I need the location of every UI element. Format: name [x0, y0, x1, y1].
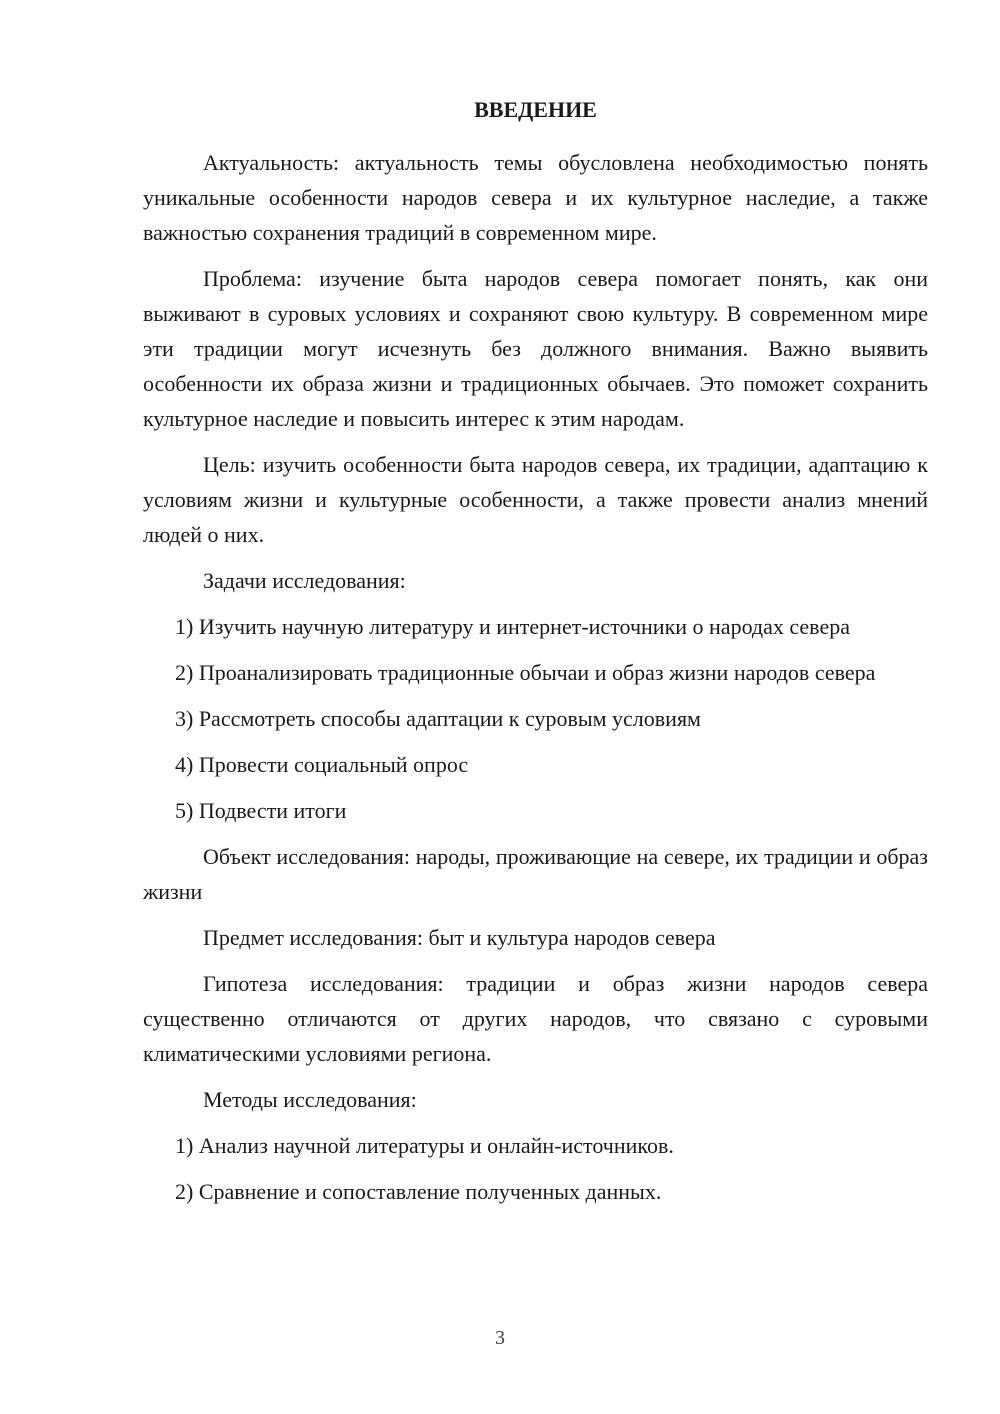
- method-item: 2) Сравнение и сопоставление полученных данных.: [175, 1179, 662, 1204]
- page-number: 3: [495, 1327, 505, 1349]
- subject-paragraph: Предмет исследования: быт и культура народов севера: [203, 925, 716, 950]
- task-item: 3) Рассмотреть способы адаптации к суровым условиям: [175, 706, 701, 731]
- hypothesis-paragraph: Гипотеза исследования: традиции и образ жизни народов севера существенно отличаются от других народов, что связано с суровыми климатическими условиями региона.: [143, 971, 928, 1066]
- relevance-paragraph: Актуальность: актуальность темы обусловлена необходимостью понять уникальные особенности народов севера и их культурное наследие, а также важностью сохранения традиций в современном мире.: [143, 150, 928, 245]
- object-paragraph: Объект исследования: народы, проживающие на севере, их традиции и образ жизни: [143, 844, 928, 904]
- document-page: [143, 92, 928, 1332]
- goal-paragraph: Цель: изучить особенности быта народов севера, их традиции, адаптацию к условиям жизни и культурные особенности, а также провести анализ мнений людей о них.: [143, 452, 928, 547]
- tasks-heading: Задачи исследования:: [203, 568, 406, 593]
- task-item: 1) Изучить научную литературу и интернет-источники о народах севера: [175, 614, 850, 639]
- method-item: 1) Анализ научной литературы и онлайн-источников.: [175, 1133, 674, 1158]
- task-item: 5) Подвести итоги: [175, 798, 347, 823]
- problem-paragraph: Проблема: изучение быта народов севера помогает понять, как они выживают в суровых условиях и сохраняют свою культуру. В современном мире эти традиции могут исчезнуть без должного внимания. Важно выявить особенности их образа жизни и традиционных обычаев. Это поможет сохранить культурное наследие и повысить интерес к этим народам.: [143, 266, 928, 431]
- methods-heading: Методы исследования:: [203, 1087, 417, 1112]
- task-item: 2) Проанализировать традиционные обычаи и образ жизни народов севера: [175, 660, 876, 685]
- section-title: ВВЕДЕНИЕ: [474, 97, 597, 122]
- task-item: 4) Провести социальный опрос: [175, 752, 469, 777]
